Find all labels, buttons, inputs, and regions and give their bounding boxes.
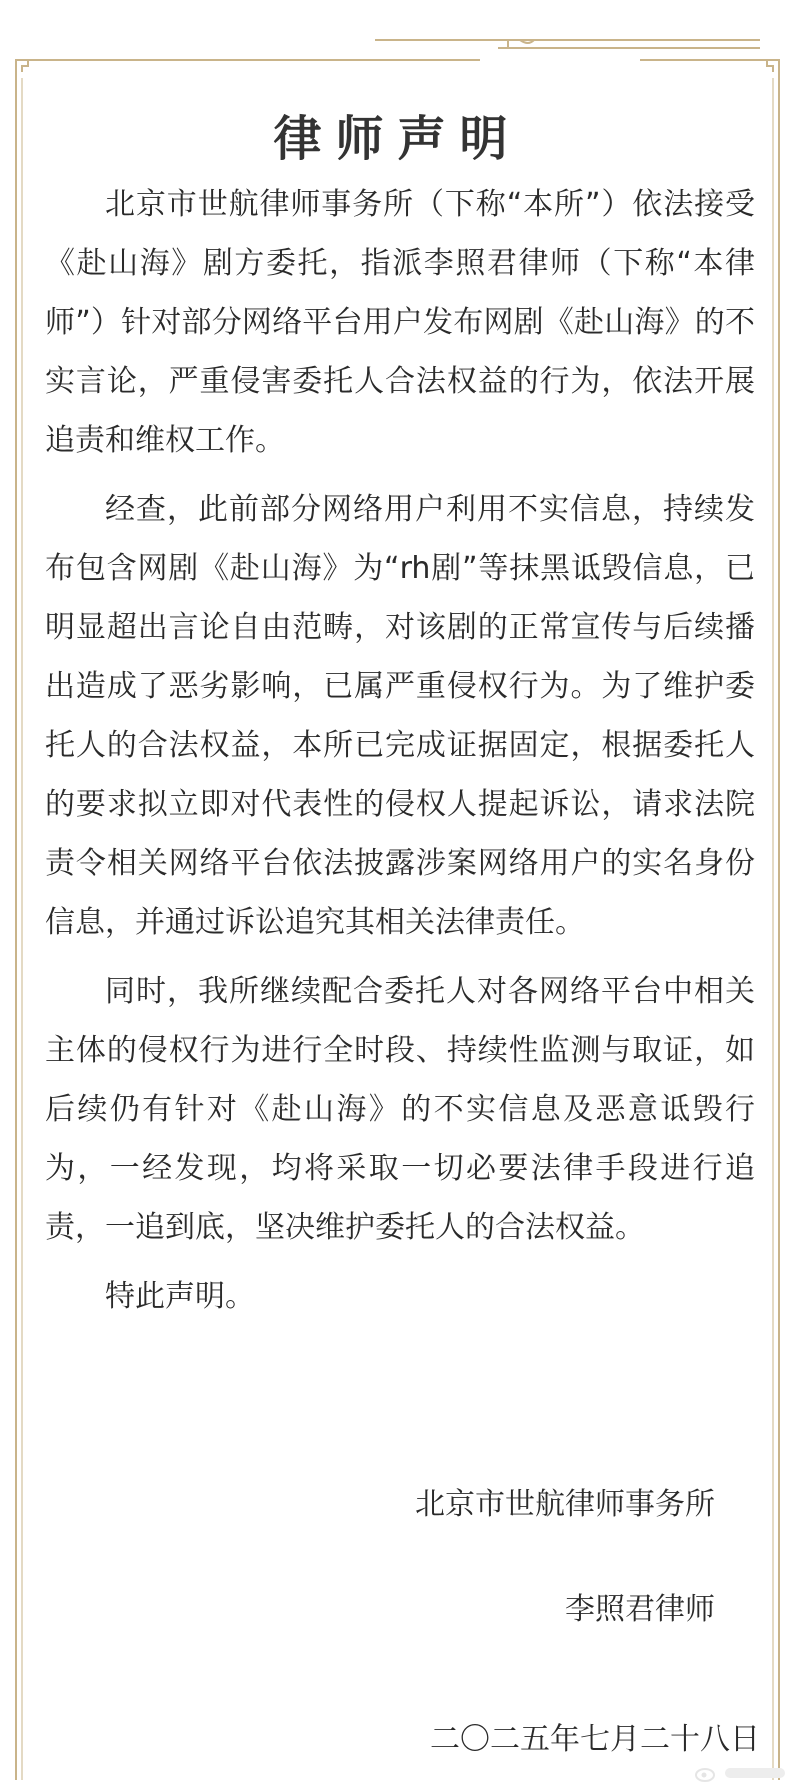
paragraph-3: 同时，我所继续配合委托人对各网络平台中相关主体的侵权行为进行全时段、持续性监测与取证，如后续仍有针对《赴山海》的不实信息及恶意诋毁行为，一经发现，均将采取一切必要法律手段进行追责，一追到底，坚决维护委托人的合法权益。 (45, 974, 755, 1245)
signature-lawyer: 李照君律师 (565, 1592, 715, 1627)
paragraph-2: 经查，此前部分网络用户利用不实信息，持续发布包含网剧《赴山海》为“rh剧”等抹黑诋毁信息，已明显超出言论自由范畴，对该剧的正常宣传与后续播出造成了恶劣影响，已属严重侵权行为。为了维护委托人的合法权益，本所已完成证据固定，根据委托人的要求拟立即对代表性的侵权人提起诉讼，请求法院责令相关网络平台依法披露涉案网络用户的实名身份信息，并通过诉讼追究其相关法律责任。 (45, 492, 755, 940)
closing-line: 特此声明。 (105, 1279, 255, 1314)
signature-firm: 北京市世航律师事务所 (415, 1487, 715, 1522)
watermark (695, 1764, 785, 1782)
watermark-blur (725, 1768, 785, 1778)
signature-date: 二〇二五年七月二十八日 (430, 1722, 760, 1757)
weibo-watermark-icon (695, 1764, 717, 1782)
page-title: 律师声明 (273, 111, 522, 167)
statement-body (45, 175, 755, 1326)
paragraph-1: 北京市世航律师事务所（下称“本所”）依法接受《赴山海》剧方委托，指派李照君律师（下称“本律师”）针对部分网络平台用户发布网剧《赴山海》的不实言论，严重侵害委托人合法权益的行为，依法开展追责和维权工作。 (45, 187, 755, 458)
